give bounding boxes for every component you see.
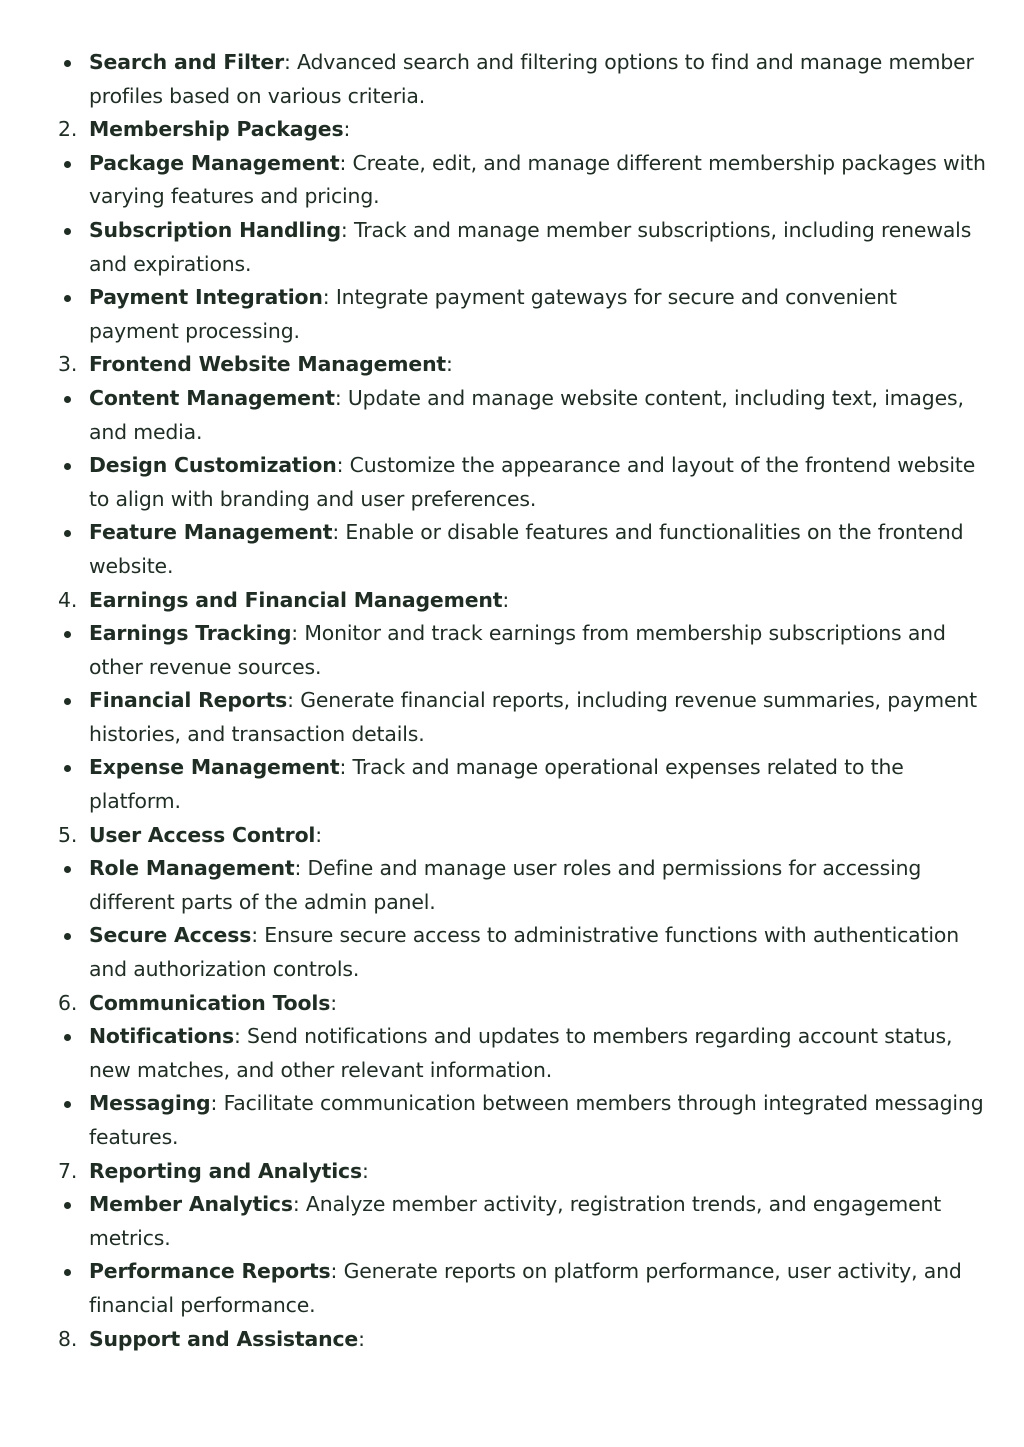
item-description: : — [361, 1158, 369, 1183]
item-description: : Generate reports on platform performance, user activity, and financial performance. — [89, 1259, 962, 1317]
bullet-list-item — [58, 617, 988, 684]
bullet-list-item — [58, 684, 988, 751]
bullet-list-item — [58, 382, 988, 449]
item-description: : Define and manage user roles and permissions for accessing different parts of the admin panel. — [89, 856, 922, 914]
bullet-dot — [64, 631, 71, 638]
item-term: Payment Integration — [89, 285, 323, 310]
numbered-section-heading — [58, 1155, 988, 1189]
item-term: Design Customization — [89, 453, 337, 478]
numbered-section-heading — [58, 348, 988, 382]
bullet-dot — [64, 530, 71, 537]
item-description: : Create, edit, and manage different membership packages with varying features and pricing. — [89, 150, 986, 209]
bullet-list-item — [58, 214, 988, 281]
bullet-dot — [64, 1034, 71, 1041]
bullet-dot — [64, 60, 71, 67]
section-number: 8. — [58, 1326, 78, 1351]
bullet-list-item — [58, 516, 988, 583]
bullet-dot — [64, 1101, 71, 1108]
bullet-list-item — [58, 449, 988, 516]
item-description: : Update and manage website content, including text, images, and media. — [89, 385, 964, 444]
numbered-section-heading — [58, 987, 988, 1021]
item-description: : — [502, 587, 510, 612]
bullet-dot — [64, 161, 71, 168]
document-list — [58, 46, 988, 1356]
bullet-list-item — [58, 1255, 988, 1322]
bullet-list-item — [58, 751, 988, 818]
numbered-section-heading — [58, 819, 988, 853]
numbered-section-heading — [58, 113, 988, 147]
item-term: Content Management — [89, 385, 335, 410]
bullet-dot — [64, 933, 71, 940]
item-description: : Generate financial reports, including revenue summaries, payment histories, and transaction details. — [89, 688, 977, 746]
item-term: User Access Control — [89, 822, 316, 847]
item-description: : Monitor and track earnings from membership subscriptions and other revenue sources. — [89, 621, 946, 679]
item-term: Support and Assistance — [89, 1326, 359, 1351]
item-description: : — [446, 352, 453, 377]
item-term: Feature Management — [89, 520, 333, 545]
section-number: 6. — [58, 990, 78, 1015]
item-term: Member Analytics — [89, 1192, 293, 1217]
bullet-dot — [64, 396, 71, 403]
bullet-dot — [64, 866, 71, 873]
bullet-dot — [64, 1202, 71, 1209]
item-term: Search and Filter — [89, 50, 284, 74]
item-description: : — [315, 822, 323, 847]
section-number: 7. — [58, 1158, 78, 1183]
item-description: : Integrate payment gateways for secure and convenient payment processing. — [89, 285, 897, 343]
item-term: Communication Tools — [89, 990, 331, 1015]
bullet-dot — [64, 1269, 71, 1276]
bullet-dot — [64, 228, 71, 235]
section-number: 5. — [58, 822, 78, 847]
bullet-list-item — [58, 1087, 988, 1154]
item-term: Role Management — [89, 856, 295, 881]
item-term: Earnings and Financial Management — [89, 587, 503, 612]
bullet-list-item — [58, 1188, 988, 1255]
bullet-list-item — [58, 852, 988, 919]
item-description: : Facilitate communication between members through integrated messaging features. — [89, 1091, 984, 1149]
item-description: : Ensure secure access to administrative functions with authentication and authorization controls. — [89, 923, 959, 982]
item-description: : Enable or disable features and functionalities on the frontend website. — [89, 520, 964, 578]
item-term: Performance Reports — [89, 1259, 331, 1284]
item-term: Messaging — [89, 1091, 211, 1116]
item-description: : — [343, 117, 351, 142]
item-description: : Analyze member activity, registration trends, and engagement metrics. — [89, 1192, 942, 1250]
item-description: : Track and manage operational expenses related to the platform. — [89, 755, 904, 814]
section-number: 2. — [58, 117, 78, 142]
item-term: Earnings Tracking — [89, 621, 292, 646]
bullet-list-item — [58, 281, 988, 348]
item-description: : Advanced search and filtering options to find and manage member profiles based on various criteria. — [89, 50, 974, 108]
item-description: : Send notifications and updates to members regarding account status, new matches, and other relevant information. — [89, 1024, 953, 1082]
bullet-list-item — [58, 46, 988, 113]
item-term: Reporting and Analytics — [89, 1158, 362, 1183]
bullet-dot — [64, 698, 71, 705]
item-term: Membership Packages — [89, 117, 344, 142]
item-description: : — [330, 990, 337, 1015]
bullet-list-item — [58, 1020, 988, 1087]
item-description: : Track and manage member subscriptions, including renewals and expirations. — [89, 217, 972, 276]
bullet-list-item — [58, 147, 988, 214]
bullet-dot — [64, 295, 71, 302]
item-term: Package Management — [89, 150, 340, 175]
numbered-section-heading — [58, 1323, 988, 1357]
section-number: 3. — [58, 352, 78, 377]
bullet-dot — [64, 463, 71, 470]
item-description: : — [358, 1326, 365, 1351]
item-term: Subscription Handling — [89, 217, 341, 242]
section-number: 4. — [58, 587, 78, 612]
numbered-section-heading — [58, 584, 988, 618]
item-description: : Customize the appearance and layout of the frontend website to align with branding and user preferences. — [89, 453, 976, 511]
item-term: Expense Management — [89, 755, 340, 780]
bullet-dot — [64, 765, 71, 772]
item-term: Frontend Website Management — [89, 352, 447, 377]
item-term: Notifications — [89, 1024, 234, 1049]
bullet-list-item — [58, 919, 988, 986]
item-term: Secure Access — [89, 923, 252, 948]
item-term: Financial Reports — [89, 688, 288, 713]
